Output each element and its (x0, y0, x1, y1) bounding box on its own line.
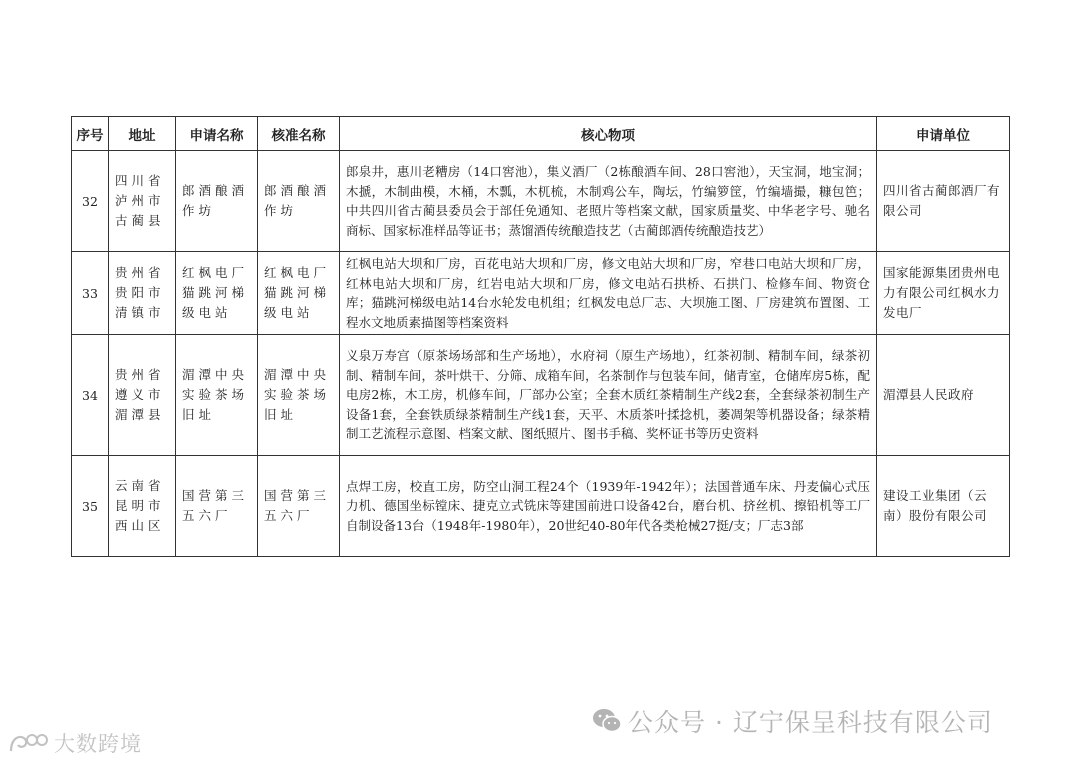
cell-seq: 34 (72, 335, 109, 456)
cell-core-items: 红枫电站大坝和厂房，百花电站大坝和厂房，修文电站大坝和厂房，窄巷口电站大坝和厂房，红林电站大坝和厂房，红岩电站大坝和厂房，修文电站石拱桥、石拱门、检修车间、物资仓库；猫跳河梯级电站14台水轮发电机组；红枫发电总厂志、大坝施工图、厂房建筑布置图、工程水文地质素描图等档案资料 (340, 252, 877, 335)
header-row (72, 117, 1010, 151)
cell-seq: 32 (72, 151, 109, 252)
header-seq: 序号 (72, 117, 109, 151)
header-apply-name: 申请名称 (176, 117, 258, 151)
cell-apply-name: 红枫电厂猫跳河梯级电站 (176, 252, 258, 335)
cell-apply-name: 湄潭中央实验茶场旧址 (176, 335, 258, 456)
brand-watermark-text: 大数跨境 (54, 732, 142, 756)
header-approve-name: 核准名称 (258, 117, 340, 151)
cell-apply-unit: 国家能源集团贵州电力有限公司红枫水力发电厂 (877, 252, 1010, 335)
cell-apply-unit: 湄潭县人民政府 (877, 335, 1010, 456)
brand-logo-icon (8, 730, 50, 756)
cell-apply-unit: 建设工业集团（云南）股份有限公司 (877, 456, 1010, 557)
table-row (72, 335, 1010, 456)
cell-core-items: 点焊工房，校直工房，防空山洞工程24个（1939年-1942年）；法国普通车床、丹麦偏心式压力机、德国坐标镗床、捷克立式铣床等建国前进口设备42台，磨台机、挤丝机、擦铅机等工厂自制设备13台（1948年-1980年），20世纪40-80年代各类枪械27挺/支；厂志3部 (340, 456, 877, 557)
header-address: 地址 (109, 117, 176, 151)
header-core-items: 核心物项 (340, 117, 877, 151)
heritage-table (71, 116, 1010, 557)
cell-address: 四川省泸州市古蔺县 (109, 151, 176, 252)
cell-approve-name: 郎酒酿酒作坊 (258, 151, 340, 252)
table-row (72, 456, 1010, 557)
cell-seq: 35 (72, 456, 109, 557)
cell-approve-name: 国营第三五六厂 (258, 456, 340, 557)
cell-approve-name: 湄潭中央实验茶场旧址 (258, 335, 340, 456)
cell-core-items: 郎泉井，惠川老糟房（14口窖池），集义酒厂（2栋酿酒车间、28口窖池），天宝洞，地宝洞；木搋，木制曲模，木桶，木瓢，木杌梳，木制鸡公车，陶坛，竹编箩筐，竹编墙撮，糠包笆；中共四川省古蔺县委员会于部任免通知、老照片等档案文献，国家质量奖、中华老字号、驰名商标、国家标准样品等证书；蒸馏酒传统酿造技艺（古蔺郎酒传统酿造技艺） (340, 151, 877, 252)
table-row (72, 252, 1010, 335)
cell-address: 贵州省遵义市湄潭县 (109, 335, 176, 456)
cell-core-items: 义泉万寿宫（原茶场场部和生产场地），水府祠（原生产场地），红茶初制、精制车间，绿茶初制、精制车间，茶叶烘干、分筛、成箱车间，名茶制作与包装车间，储青室，仓储库房5栋，配电房2栋，木工房，机修车间，厂部办公室；全套木质红茶精制生产线2套，全套绿茶初制生产设备1套，全套铁质绿茶精制生产线1套，天平、木质茶叶揉捻机，萎凋架等机器设备；绿茶精制工艺流程示意图、档案文献、图纸照片、图书手稿、奖杯证书等历史资料 (340, 335, 877, 456)
table-row (72, 151, 1010, 252)
brand-watermark (8, 728, 142, 758)
cell-apply-name: 郎酒酿酒作坊 (176, 151, 258, 252)
cell-address: 云南省昆明市西山区 (109, 456, 176, 557)
cell-approve-name: 红枫电厂猫跳河梯级电站 (258, 252, 340, 335)
cell-apply-unit: 四川省古蔺郎酒厂有限公司 (877, 151, 1010, 252)
wechat-icon (592, 707, 622, 735)
wechat-watermark-text: 公众号 · 辽宁保呈科技有限公司 (628, 708, 993, 737)
cell-address: 贵州省贵阳市清镇市 (109, 252, 176, 335)
wechat-watermark (592, 703, 993, 739)
cell-apply-name: 国营第三五六厂 (176, 456, 258, 557)
cell-seq: 33 (72, 252, 109, 335)
header-apply-unit: 申请单位 (877, 117, 1010, 151)
